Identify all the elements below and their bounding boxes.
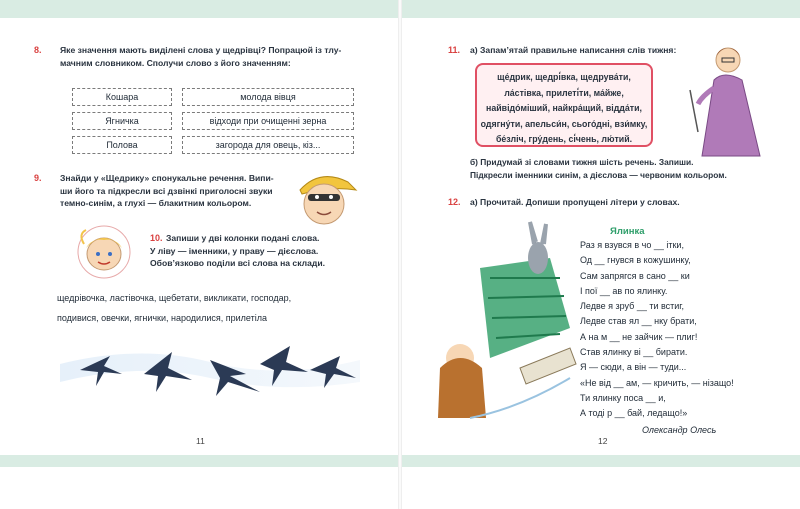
poem-author: Олександр Олесь (642, 425, 717, 435)
poem (580, 238, 734, 422)
task-10 (150, 232, 370, 270)
words-line: ла́стівка, прилеті́ти, ма́йже, (504, 87, 624, 98)
rabbit-tree-sled-illustration (430, 218, 580, 428)
task-text-line: У ліву — іменники, у праву — дієслова. (150, 245, 319, 256)
task-text-line: Яке значення мають виділені слова у щедрівці? Попрацюй із тлу- (60, 45, 342, 55)
teacher-illustration (684, 40, 774, 160)
poem-line: Ледве я зруб __ ти встиг, (580, 301, 684, 312)
poem-line: Сам запрягся в сано __ ки (580, 270, 690, 281)
task-number: 10. (150, 233, 163, 243)
task-text-line: темно-синім, а глухі — блакитним кольором. (60, 198, 252, 208)
meaning-box-1[interactable]: молода вівця (182, 88, 354, 106)
task-text-line: Запиши у дві колонки подані слова. (166, 233, 320, 243)
task-text-line: б) Придумай зі словами тижня шість речень. Запиши. (470, 157, 694, 167)
word-box-koshara[interactable]: Кошара (72, 88, 172, 106)
page-number: 12 (598, 436, 608, 446)
swallows-illustration (60, 334, 360, 404)
task-text-line: а) Запам’ятай правильне написання слів тижня: (470, 45, 677, 55)
words-line: бе́зліч, гру́день, сі́чень, лю́тий. (495, 134, 633, 144)
words-of-week-box (475, 63, 653, 147)
word-box-polova[interactable]: Полова (72, 136, 172, 154)
words-line: одягну́ти, апельси́н, сього́дні, взи́мку, (480, 118, 648, 129)
word-box-yahnychka[interactable]: Ягничка (72, 112, 172, 130)
task-number: 11. (448, 45, 461, 55)
poem-line: А на м __ не зайчик — плиг! (580, 331, 698, 342)
poem-line: Ледве став ял __ нку брати, (580, 316, 697, 327)
task-8 (34, 44, 364, 69)
task-number: 8. (34, 45, 42, 55)
left-page (0, 18, 398, 455)
task-text-line: ши його та підкресли всі дзвінкі приголосні звуки (60, 185, 273, 196)
poem-line: Став ялинку ві __ бирати. (580, 347, 688, 358)
page-number: 11 (196, 436, 205, 446)
task-text-line: Підкресли іменники синім, а дієслова — червоним кольором. (470, 169, 727, 180)
task-12 (448, 196, 748, 209)
task-text-line: Знайди у «Щедрику» спонукальне речення. Випи- (60, 173, 274, 183)
task-text-line: Обов’язково поділи всі слова на склади. (150, 258, 325, 268)
meaning-box-2[interactable]: відходи при очищенні зерна (182, 112, 354, 130)
meaning-box-3[interactable]: загорода для овець, кіз... (182, 136, 354, 154)
task-9 (34, 172, 304, 210)
poem-line: Ти ялинку поса __ и, (580, 392, 666, 403)
poem-line: І пої __ ав по ялинку. (580, 285, 668, 296)
words-line: ще́дрик, щедрі́вка, щедрува́ти, (497, 72, 631, 82)
right-page (402, 18, 800, 455)
poem-line: «Не від __ ам, — кричить, — нізащо! (580, 377, 734, 388)
girl-illustration (76, 224, 132, 280)
task-number: 12. (448, 197, 461, 207)
words-line: найвідо́міший, найкра́щий, відда́ти, (486, 103, 642, 113)
task-text-line: мачним словником. Сполучи слово з його значенням: (60, 57, 291, 68)
word-list-line: щедрівочка, ластівочка, щебетати, викликати, господар, (57, 293, 292, 303)
task-11b (470, 156, 790, 181)
poem-line: А тоді р __ бай, ледащо!» (580, 408, 688, 419)
poem-line: Од __ гнувся в кожушинку, (580, 255, 691, 266)
task-text-line: а) Прочитай. Допиши пропущені літери у словах. (470, 197, 680, 207)
poem-line: Я — сюди, а він — туди... (580, 362, 687, 373)
boy-cap-illustration (290, 166, 360, 230)
poem-line: Раз я взувся в чо __ ітки, (580, 240, 684, 250)
word-list (57, 288, 387, 328)
word-list-line: подивися, овечки, ягнички, народилися, прилетіла (57, 313, 267, 323)
poem-title: Ялинка (610, 226, 645, 237)
task-number: 9. (34, 173, 42, 183)
